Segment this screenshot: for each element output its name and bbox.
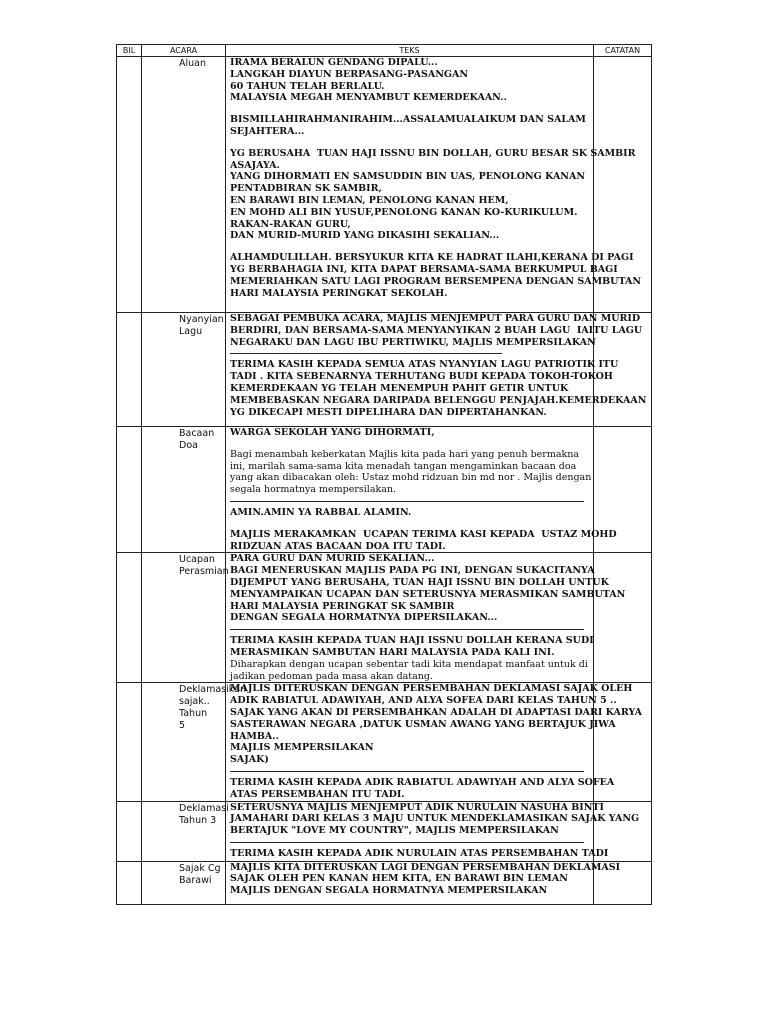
table-row (117, 57, 652, 313)
script-line: MALAYSIA MEGAH MENYAMBUT KEMERDEKAAN.. (230, 92, 507, 104)
script-line: MEMBEBASKAN NEGARA DARIPADA BELENGGU PENJAJAH.KEMERDEKAAN (230, 394, 647, 406)
script-line: TERIMA KASIH KEPADA ADIK NURULAIN ATAS PERSEMBAHAN TADI (230, 847, 609, 859)
acara-label: Ucapan (179, 554, 215, 566)
table-row (117, 683, 652, 801)
bil-cell (117, 427, 142, 553)
blank-line (230, 138, 591, 148)
script-line: RAKAN-RAKAN GURU, (230, 218, 351, 230)
header-row (117, 45, 652, 57)
teks-cell (226, 861, 621, 904)
script-line: 60 TAHUN TELAH BERLALU. (230, 80, 385, 92)
teks-cell (226, 57, 642, 313)
acara-cell (142, 801, 229, 861)
script-line: BERTAJUK "LOVE MY COUNTRY", MAJLIS MEMPERSILAKAN (230, 825, 559, 837)
acara-label: Nyanyian (179, 314, 224, 325)
catatan-cell (594, 553, 652, 683)
script-line: YG BERBAHAGIA INI, KITA DAPAT BERSAMA-SAMA BERKUMPUL BAGI (230, 263, 618, 275)
script-line: YG BERUSAHA TUAN HAJI ISSNU BIN DOLLAH, GURU BESAR SK SAMBIR (230, 147, 636, 159)
bil-cell (117, 861, 142, 904)
separator-line (230, 348, 502, 354)
acara-label: Aluan (179, 58, 207, 69)
script-line: MAJLIS KITA DITERUSKAN LAGI DENGAN PERSEMBAHAN DEKLAMASI (230, 861, 621, 873)
script-line: JAMAHARI DARI KELAS 3 MAJU UNTUK MENDEKLAMASIKAN SAJAK YANG (230, 813, 640, 825)
script-line: AMIN.AMIN YA RABBAL ALAMIN. (230, 506, 412, 518)
teks-cell (226, 683, 643, 801)
script-line: HARI MALAYSIA PERINGKAT SEKOLAH. (230, 287, 448, 299)
table-row (117, 801, 652, 861)
script-line: PARA GURU DAN MURID SEKALIAN... (230, 553, 435, 565)
script-line: MAJLIS DITERUSKAN DENGAN PERSEMBAHAN DEKLAMASI SAJAK OLEH (230, 683, 633, 695)
script-line: DAN MURID-MURID YANG DIKASIHI SEKALIAN... (230, 230, 500, 242)
teks-cell (226, 427, 617, 553)
table-row (117, 553, 652, 683)
teks-cell (226, 801, 640, 861)
acara-cell (142, 861, 226, 904)
acara-label: Sajak Cg (179, 862, 221, 874)
script-line: TERIMA KASIH KEPADA TUAN HAJI ISSNU DOLLAH KERANA SUDI (230, 635, 594, 647)
header-acara: ACARA (142, 45, 226, 57)
script-line: SASTERAWAN NEGARA ,DATUK USMAN AWANG YANG BERTAJUK JIWA (230, 718, 616, 730)
acara-cell (142, 57, 226, 313)
acara-label: Barawi (179, 874, 212, 886)
acara-label: Deklamasi (179, 802, 229, 814)
script-line: SAJAK OLEH PEN KANAN HEM KITA, EN BARAWI BIN LEMAN (230, 873, 568, 885)
script-line: BERDIRI, DAN BERSAMA-SAMA MENYANYIKAN 2 BUAH LAGU IAITU LAGU (230, 324, 643, 336)
script-line: MERASMIKAN SAMBUTAN HARI MALAYSIA PADA KALI INI. (230, 646, 555, 658)
script-line: SEJAHTERA... (230, 125, 305, 137)
script-line: ADIK RABIATUL ADAWIYAH, AND ALYA SOFEA DARI KELAS TAHUN 5 .. (230, 695, 617, 707)
script-line: BAGI MENERUSKAN MAJLIS PADA PG INI, DENGAN SUKACITANYA (230, 565, 595, 577)
script-line: SAJAK YANG AKAN DI PERSEMBAHKAN ADALAH DI ADAPTASI DARI KARYA (230, 706, 643, 718)
script-line: WARGA SEKOLAH YANG DIHORMATI, (230, 427, 435, 438)
script-line: ATAS PERSEMBAHAN ITU TADI. (230, 788, 405, 800)
blank-line (230, 299, 591, 309)
blank-line (230, 439, 591, 449)
script-line: MENYAMPAIKAN UCAPAN DAN SETERUSNYA MERASMIKAN SAMBUTAN (230, 588, 626, 600)
script-line: Diharapkan dengan ucapan sebentar tadi kita mendapat manfaat untuk di (230, 658, 588, 670)
script-line: MAJLIS MEMPERSILAKAN (230, 742, 374, 754)
script-line: MAJLIS DENGAN SEGALA HORMATNYA MEMPERSILAKAN (230, 885, 548, 897)
bil-cell (117, 683, 142, 801)
script-line: ALHAMDULILLAH. BERSYUKUR KITA KE HADRAT ILAHI,KERANA DI PAGI (230, 252, 634, 264)
script-line: PENTADBIRAN SK SAMBIR, (230, 183, 382, 195)
table-body (117, 57, 652, 905)
script-line: DENGAN SEGALA HORMATNYA DIPERSILAKAN... (230, 612, 498, 624)
script-line: NEGARAKU DAN LAGU IBU PERTIWIKU, MAJLIS MEMPERSILAKAN (230, 336, 596, 348)
teks-cell (226, 553, 626, 683)
acara-label: Lagu (179, 326, 203, 337)
bil-cell (117, 553, 142, 683)
script-line: TERIMA KASIH KEPADA SEMUA ATAS NYANYIAN LAGU PATRIOTIK ITU (230, 359, 619, 371)
separator-line (230, 496, 584, 502)
script-line: Bagi menambah keberkatan Majlis kita pada hari yang penuh bermakna (230, 448, 580, 460)
separator-line (230, 766, 584, 772)
acara-cell (142, 427, 226, 553)
header-bil: BIL (117, 45, 142, 57)
script-line: LANGKAH DIAYUN BERPASANG-PASANGAN (230, 68, 469, 80)
script-line: ini, marilah sama-sama kita menadah tangan mengaminkan bacaan doa (230, 460, 577, 472)
acara-label: 5 (179, 720, 186, 732)
script-line: TADI . KITA SEBENARNYA TERHUTANG BUDI KEPADA TOKOH-TOKOH (230, 371, 613, 383)
table-row (117, 313, 652, 427)
script-line: SEBAGAI PEMBUKA ACARA, MAJLIS MENJEMPUT PARA GURU DAN MURID (230, 313, 641, 324)
header-catatan: CATATAN (594, 45, 652, 57)
script-line: yang akan dibacakan oleh: Ustaz mohd ridzuan bin md nor . Majlis dengan (230, 472, 592, 484)
program-script-table (116, 44, 652, 905)
acara-label: Perasmian (179, 566, 229, 578)
script-line: IRAMA BERALUN GENDANG DIPALU... (230, 57, 438, 68)
script-line: MEMERIAHKAN SATU LAGI PROGRAM BERSEMPENA DENGAN SAMBUTAN (230, 275, 642, 287)
blank-line (230, 104, 591, 114)
script-line: YANG DIHORMATI EN SAMSUDDIN BIN UAS, PENOLONG KANAN (230, 171, 586, 183)
script-line: SAJAK) (230, 754, 269, 766)
separator-line (230, 837, 584, 843)
bil-cell (117, 801, 142, 861)
script-line: jadikan pedoman pada masa akan datang. (230, 670, 434, 682)
script-line: YG DIKECAPI MESTI DIPELIHARA DAN DIPERTAHANKAN. (230, 406, 547, 418)
script-line: KEMERDEKAAN YG TELAH MENEMPUH PAHIT GETIR UNTUK (230, 382, 569, 394)
acara-label: Deklamasikan (179, 684, 246, 696)
script-line: ASAJAYA. (230, 159, 280, 171)
acara-cell (142, 683, 246, 801)
script-line: HAMBA.. (230, 730, 279, 742)
script-line: BISMILLAHIRAHMANIRAHIM...ASSALAMUALAIKUM DAN SALAM (230, 114, 586, 126)
acara-cell (142, 553, 229, 683)
script-line: segala hormatnya mempersilakan. (230, 484, 397, 496)
acara-label: sajak.. Tahun (179, 696, 210, 720)
acara-label: Tahun 3 (179, 814, 217, 826)
script-line: EN BARAWI BIN LEMAN, PENOLONG KANAN HEM, (230, 194, 509, 206)
script-line: TERIMA KASIH KEPADA ADIK RABIATUL ADAWIYAH AND ALYA SOFEA (230, 776, 615, 788)
table-row (117, 861, 652, 904)
header-teks: TEKS (226, 45, 594, 57)
teks-cell (226, 313, 647, 427)
acara-cell (142, 313, 226, 427)
script-line: MAJLIS MERAKAMKAN UCAPAN TERIMA KASI KEPADA USTAZ MOHD (230, 528, 617, 540)
script-line: SETERUSNYA MAJLIS MENJEMPUT ADIK NURULAIN NASUHA BINTI (230, 801, 604, 813)
bil-cell (117, 313, 142, 427)
separator-line (230, 624, 584, 630)
script-line: EN MOHD ALI BIN YUSUF,PENOLONG KANAN KO-KURIKULUM. (230, 206, 578, 218)
blank-line (230, 519, 591, 529)
table-row (117, 427, 652, 553)
script-line: HARI MALAYSIA PERINGKAT SK SAMBIR (230, 600, 455, 612)
blank-line (230, 242, 591, 252)
script-line: RIDZUAN ATAS BACAAN DOA ITU TADI. (230, 540, 446, 552)
script-line: DIJEMPUT YANG BERUSAHA, TUAN HAJI ISSNU BIN DOLLAH UNTUK (230, 576, 609, 588)
bil-cell (117, 57, 142, 313)
acara-label: Bacaan Doa (179, 428, 215, 451)
